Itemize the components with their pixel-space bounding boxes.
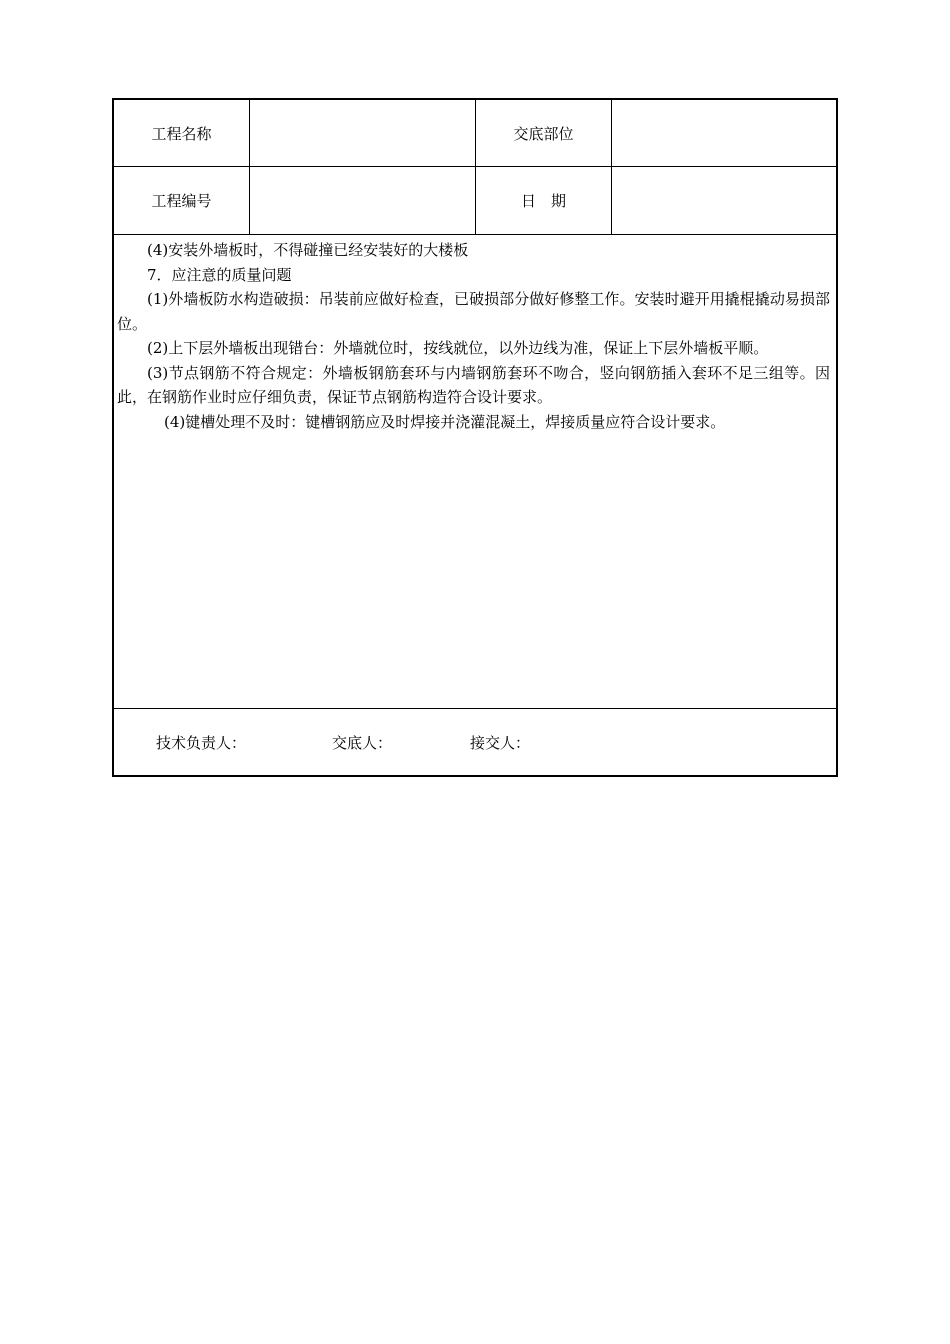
tech-lead-label: 技术负责人： <box>156 734 247 752</box>
handover-content <box>114 235 836 709</box>
content-paragraph: (4)安装外墙板时，不得碰撞已经安装好的大楼板 <box>147 241 469 259</box>
content-paragraph: (4)键槽处理不及时：键槽钢筋应及时焊接并浇灌混凝土，焊接质量应符合设计要求。 <box>164 412 726 431</box>
project-name-value <box>250 100 476 166</box>
project-number-label: 工程编号 <box>114 167 250 234</box>
handover-part-value <box>612 100 836 166</box>
content-paragraph: 7．应注意的质量问题 <box>147 265 292 284</box>
form-header-row-2 <box>114 167 836 235</box>
receiver-label: 接交人： <box>470 734 531 752</box>
content-paragraph: (1)外墙板防水构造破损：吊装前应做好检查，已破损部分做好修整工作。安装时避开用撬棍撬动易损部位。 <box>117 290 830 333</box>
project-number-value <box>250 167 476 234</box>
content-paragraph: (2)上下层外墙板出现错台：外墙就位时，按线就位，以外边线为准，保证上下层外墙板平顺。 <box>147 339 769 357</box>
handover-by-label: 交底人： <box>332 734 393 752</box>
date-value <box>612 167 836 234</box>
date-label: 日 期 <box>476 167 612 234</box>
technical-handover-form <box>112 98 838 777</box>
form-header-row-1 <box>114 100 836 167</box>
signature-row <box>114 709 836 775</box>
content-paragraph: (3)节点钢筋不符合规定：外墙板钢筋套环与内墙钢筋套环不吻合，竖向钢筋插入套环不足三组等。因此，在钢筋作业时应仔细负责，保证节点钢筋构造符合设计要求。 <box>117 363 830 406</box>
handover-part-label: 交底部位 <box>476 100 612 166</box>
project-name-label: 工程名称 <box>114 100 250 166</box>
